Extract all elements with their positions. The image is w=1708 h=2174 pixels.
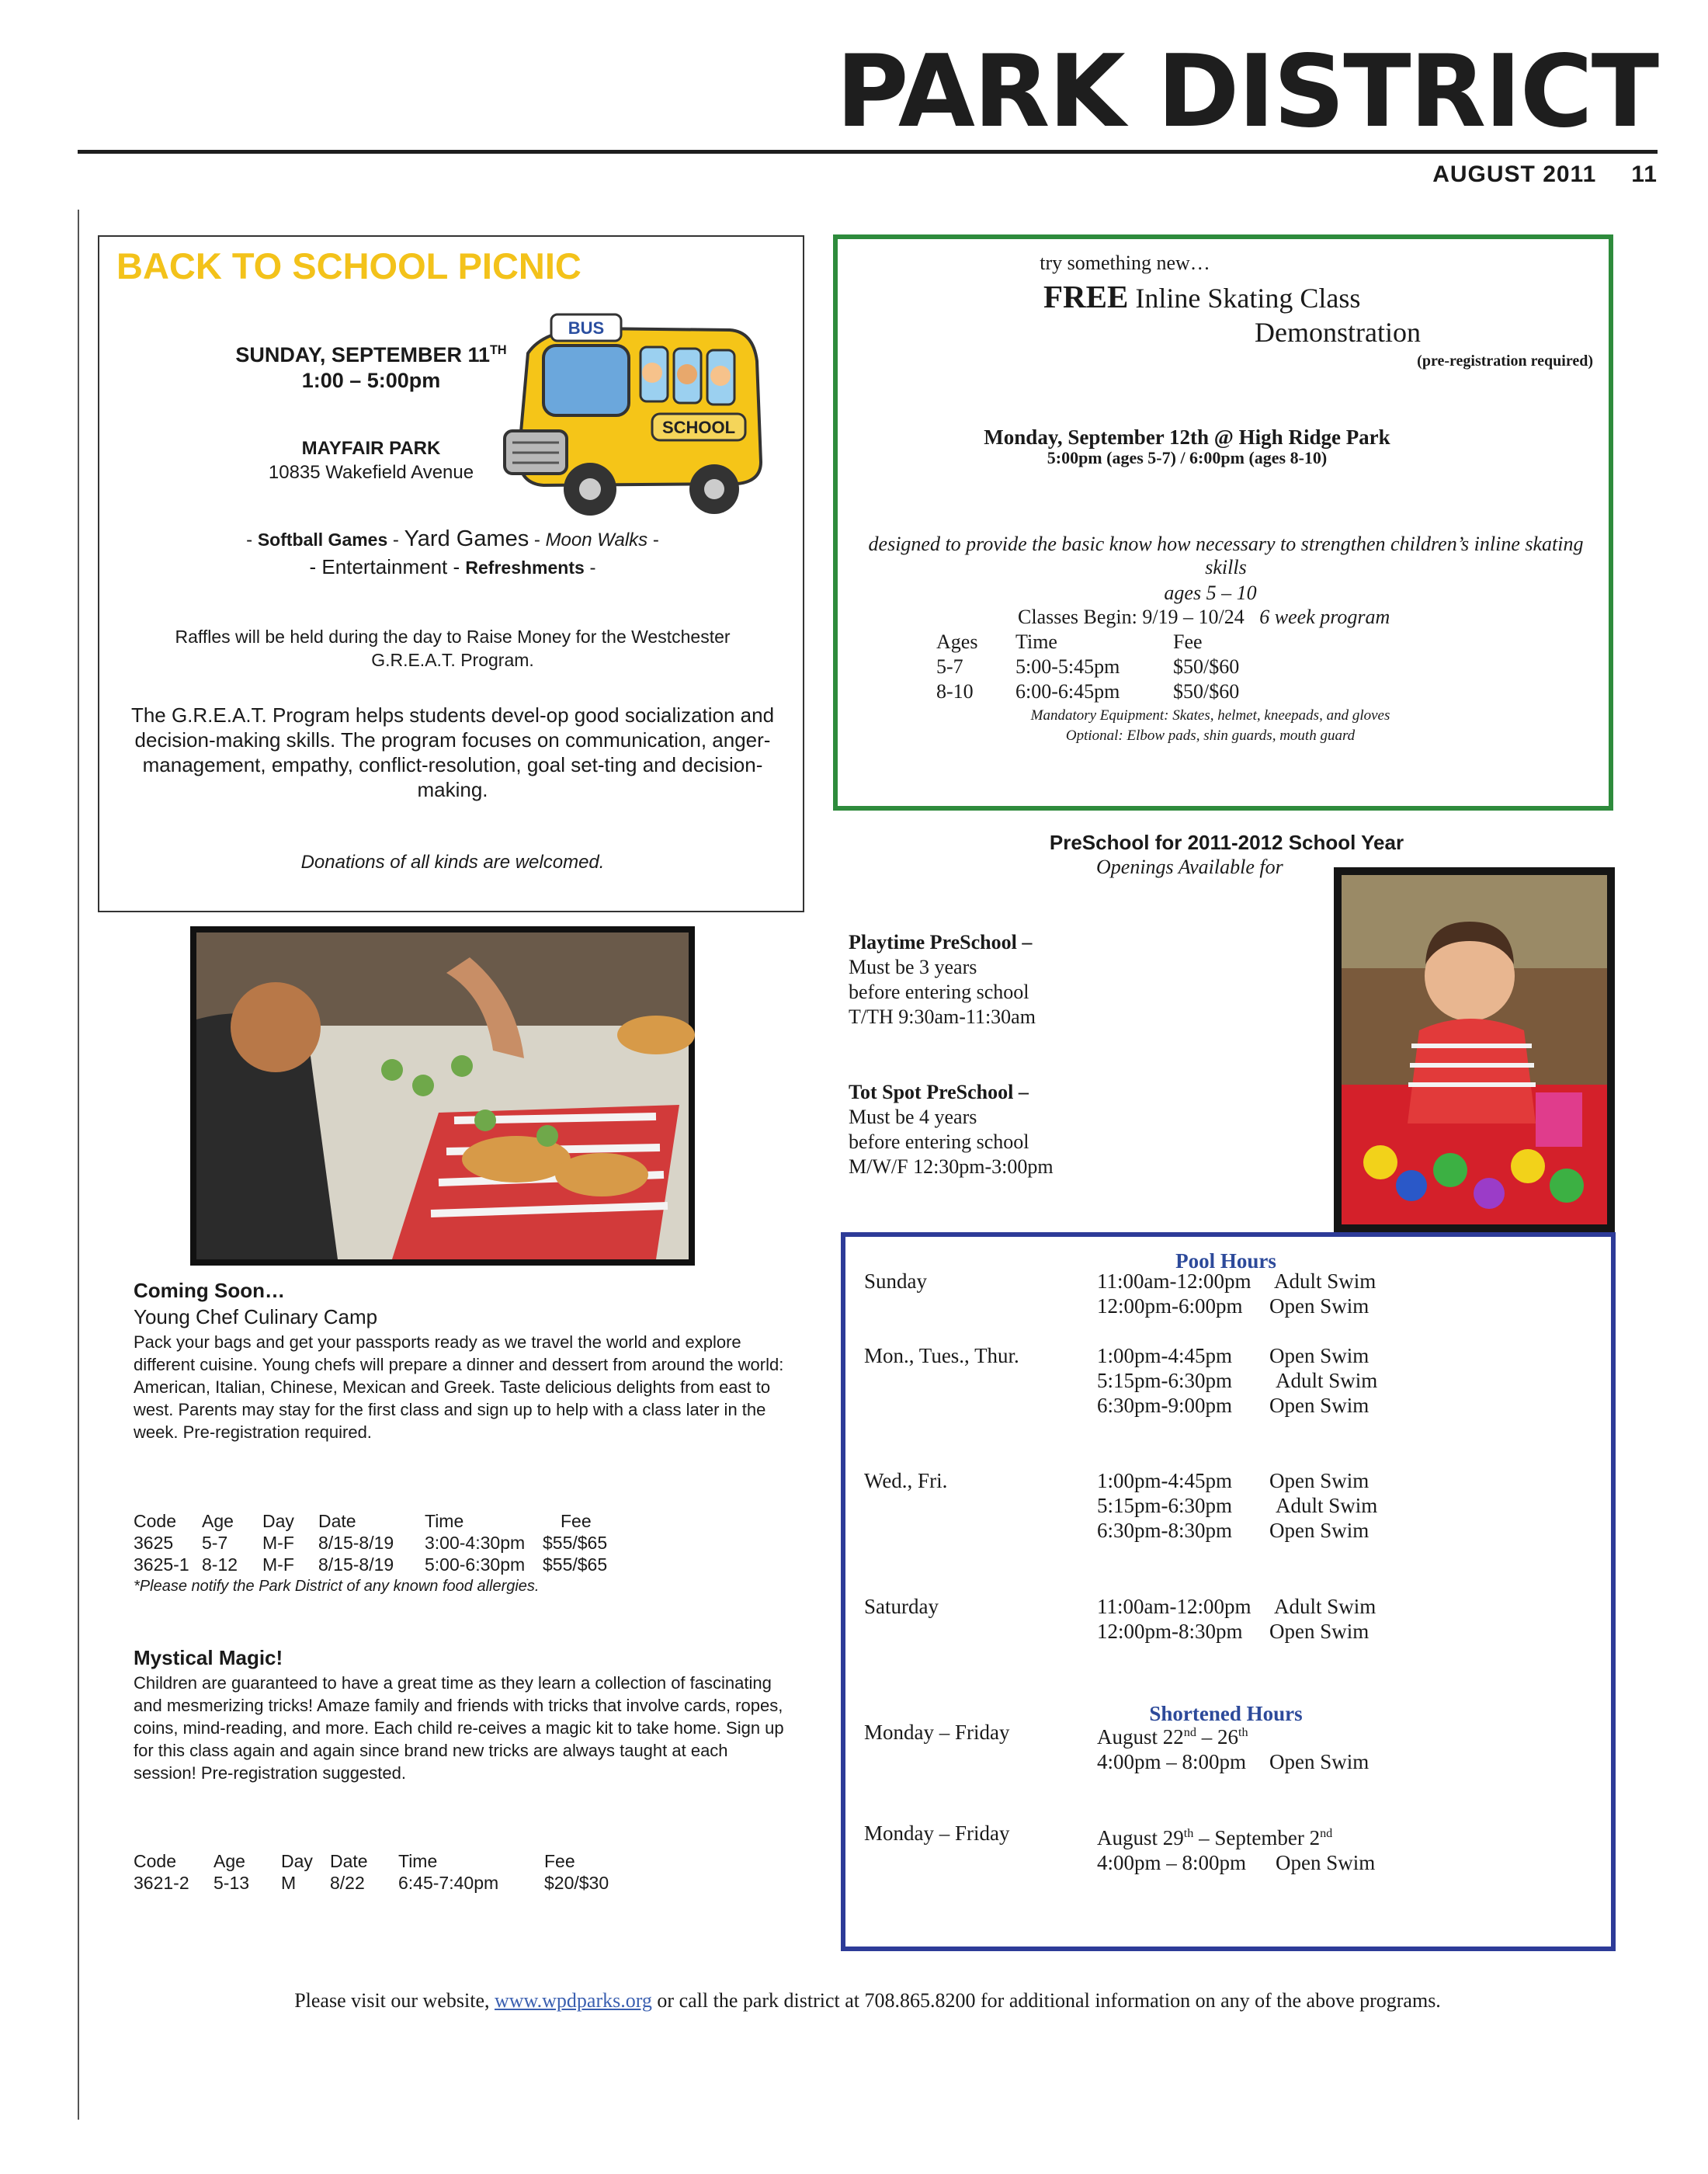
- skating-prereg: (pre-registration required): [1417, 352, 1593, 370]
- activities-line-1: - Softball Games - Yard Games - Moon Walks -: [246, 526, 659, 551]
- pool-day: Monday – Friday: [864, 1721, 1010, 1744]
- margin-rule: [78, 210, 79, 2120]
- coming-soon-heading: Coming Soon…: [134, 1279, 285, 1302]
- allergy-note: *Please notify the Park District of any known food allergies.: [134, 1578, 540, 1595]
- young-chef-photo: [190, 926, 695, 1266]
- svg-text:BUS: BUS: [568, 318, 605, 338]
- pool-hours-box: [841, 1232, 1616, 1951]
- masthead: PARK DISTRICT: [835, 34, 1658, 150]
- pool-times: 1:00pm-4:45pm Open Swim 5:15pm-6:30pm Adult Swim 6:30pm-9:00pm Open Swim: [1097, 1344, 1378, 1417]
- svg-text:SCHOOL: SCHOOL: [661, 418, 736, 437]
- totspot-preschool: [849, 1080, 1054, 1179]
- page-number: 11: [1631, 161, 1658, 187]
- magic-table-head: Code Age Day Date Time Fee: [134, 1851, 575, 1871]
- pool-day: Mon., Tues., Thur.: [864, 1344, 1019, 1367]
- chef-table-head: Code Age Day Date Time Fee: [134, 1511, 592, 1531]
- picnic-title: BACK TO SCHOOL PICNIC: [116, 245, 581, 287]
- preschool-subtitle: Openings Available for: [1096, 856, 1283, 878]
- issue-date: AUGUST 2011: [1432, 161, 1597, 187]
- website-link[interactable]: www.wpdparks.org: [494, 1989, 652, 2012]
- school-bus-icon: [497, 299, 776, 524]
- pool-day: Sunday: [864, 1269, 927, 1293]
- totspot-line: M/W/F 12:30pm-3:00pm: [849, 1155, 1054, 1178]
- magic-title: Mystical Magic!: [134, 1646, 283, 1669]
- shortened-hours-title: Shortened Hours: [1149, 1702, 1303, 1725]
- chef-table-row: 3625-1 8-12 M-F 8/15-8/19 5:00-6:30pm $55/$65: [134, 1554, 608, 1575]
- skating-classes: Classes Begin: 9/19 – 10/24 6 week program: [1018, 606, 1390, 628]
- skating-table-row: 5-7 5:00-5:45pm $50/$60: [936, 655, 1240, 678]
- preschool-title: PreSchool for 2011-2012 School Year: [1049, 831, 1404, 854]
- playtime-line: Must be 3 years: [849, 956, 977, 978]
- activities-line-2: - Entertainment - Refreshments -: [309, 555, 596, 578]
- skating-optional: Optional: Elbow pads, shin guards, mouth guard: [1065, 728, 1356, 744]
- header-rule: [78, 150, 1658, 154]
- skating-table-head: Ages Time Fee: [936, 630, 1203, 653]
- skating-event-times: 5:00pm (ages 5-7) / 6:00pm (ages 8-10): [1047, 448, 1328, 467]
- totspot-line: before entering school: [849, 1130, 1029, 1153]
- playtime-line: before entering school: [849, 981, 1029, 1003]
- inline-skating-box: [833, 234, 1613, 811]
- young-chef-table: [134, 1510, 607, 1597]
- pool-times: 11:00am-12:00pm Adult Swim 12:00pm-8:30pm Open Swim: [1097, 1595, 1376, 1643]
- playtime-preschool: [849, 930, 1036, 1030]
- preschool-child-photo: [1334, 867, 1615, 1232]
- issue-line: [1432, 161, 1658, 188]
- skating-title: FREE Inline Skating Class: [1043, 279, 1361, 314]
- picnic-donations: Donations of all kinds are welcomed.: [300, 852, 605, 873]
- skating-event: Monday, September 12th @ High Ridge Park: [984, 425, 1390, 449]
- picnic-raffles: Raffles will be held during the day to Raise Money for the Westchester G.R.E.A.T. Program.: [175, 627, 731, 670]
- skating-table: [936, 630, 1239, 704]
- pool-day: Saturday: [864, 1595, 939, 1618]
- pool-times: August 29th – September 2nd 4:00pm – 8:00pm Open Swim: [1097, 1826, 1376, 1874]
- pool-hours-title: Pool Hours: [1175, 1249, 1276, 1273]
- picnic-venue: MAYFAIR PARK: [301, 438, 441, 459]
- skating-title-2: Demonstration: [1255, 317, 1421, 348]
- picnic-time: 1:00 – 5:00pm: [301, 369, 441, 392]
- skating-table-row: 8-10 6:00-6:45pm $50/$60: [936, 680, 1240, 703]
- pool-day: Wed., Fri.: [864, 1469, 948, 1492]
- skating-description: designed to provide the basic know how necessary to strengthen children’s inline skating skills: [868, 533, 1584, 578]
- picnic-date: SUNDAY, SEPTEMBER 11TH: [235, 343, 507, 366]
- footer-note: Please visit our website, www.wpdparks.org or call the park district at 708.865.8200 for additional information on any of the above programs.: [294, 1989, 1441, 2012]
- totspot-line: Must be 4 years: [849, 1106, 977, 1128]
- young-chef-body: Pack your bags and get your passports ready as we travel the world and explore different cuisine. Young chefs will prepare a dinner and dessert from around the world: American, Italian, Chinese, Mexican and Greek. Taste delicious delights from east to west. Parents may stay for the first class and sign up to help with a class later in the week. Pre-registration required.: [134, 1332, 784, 1442]
- totspot-name: Tot Spot PreSchool –: [849, 1081, 1029, 1103]
- pool-day: Monday – Friday: [864, 1822, 1010, 1845]
- skating-ages: ages 5 – 10: [1164, 582, 1257, 604]
- young-chef-title: Young Chef Culinary Camp: [134, 1305, 378, 1328]
- pool-times: 1:00pm-4:45pm Open Swim 5:15pm-6:30pm Adult Swim 6:30pm-8:30pm Open Swim: [1097, 1469, 1378, 1542]
- picnic-address: 10835 Wakefield Avenue: [268, 462, 474, 483]
- pool-times: 11:00am-12:00pm Adult Swim 12:00pm-6:00pm Open Swim: [1097, 1269, 1376, 1318]
- magic-table: [134, 1850, 609, 1894]
- skating-mandatory: Mandatory Equipment: Skates, helmet, kneepads, and gloves: [1030, 707, 1390, 724]
- picnic-box: [98, 235, 804, 912]
- great-program-text: The G.R.E.A.T. Program helps students devel-op good socialization and decision-making skills. The program focuses on communication, anger-management, empathy, conflict-resolution, goal set-ting and decision-making.: [130, 703, 775, 801]
- playtime-name: Playtime PreSchool –: [849, 931, 1033, 953]
- pool-times: August 22nd – 26th 4:00pm – 8:00pm Open Swim: [1097, 1725, 1370, 1773]
- mystical-magic-section: [134, 1646, 793, 1784]
- skating-kicker: try something new…: [1040, 252, 1210, 274]
- young-chef-section: [134, 1279, 793, 1443]
- chef-table-row: 3625 5-7 M-F 8/15-8/19 3:00-4:30pm $55/$65: [134, 1533, 608, 1553]
- playtime-line: T/TH 9:30am-11:30am: [849, 1005, 1036, 1028]
- magic-body: Children are guaranteed to have a great time as they learn a collection of fascinating and mesmerizing tricks! Amaze family and friends with tricks that involve cards, ropes, coins, mind-reading, and more. Each child re-ceives a magic kit to take home. Sign up for this class again and again since brand new tricks are always taught at each session! Pre-registration suggested.: [134, 1673, 784, 1783]
- picnic-activities: [115, 526, 790, 582]
- magic-table-row: 3621-2 5-13 M 8/22 6:45-7:40pm $20/$30: [134, 1873, 609, 1893]
